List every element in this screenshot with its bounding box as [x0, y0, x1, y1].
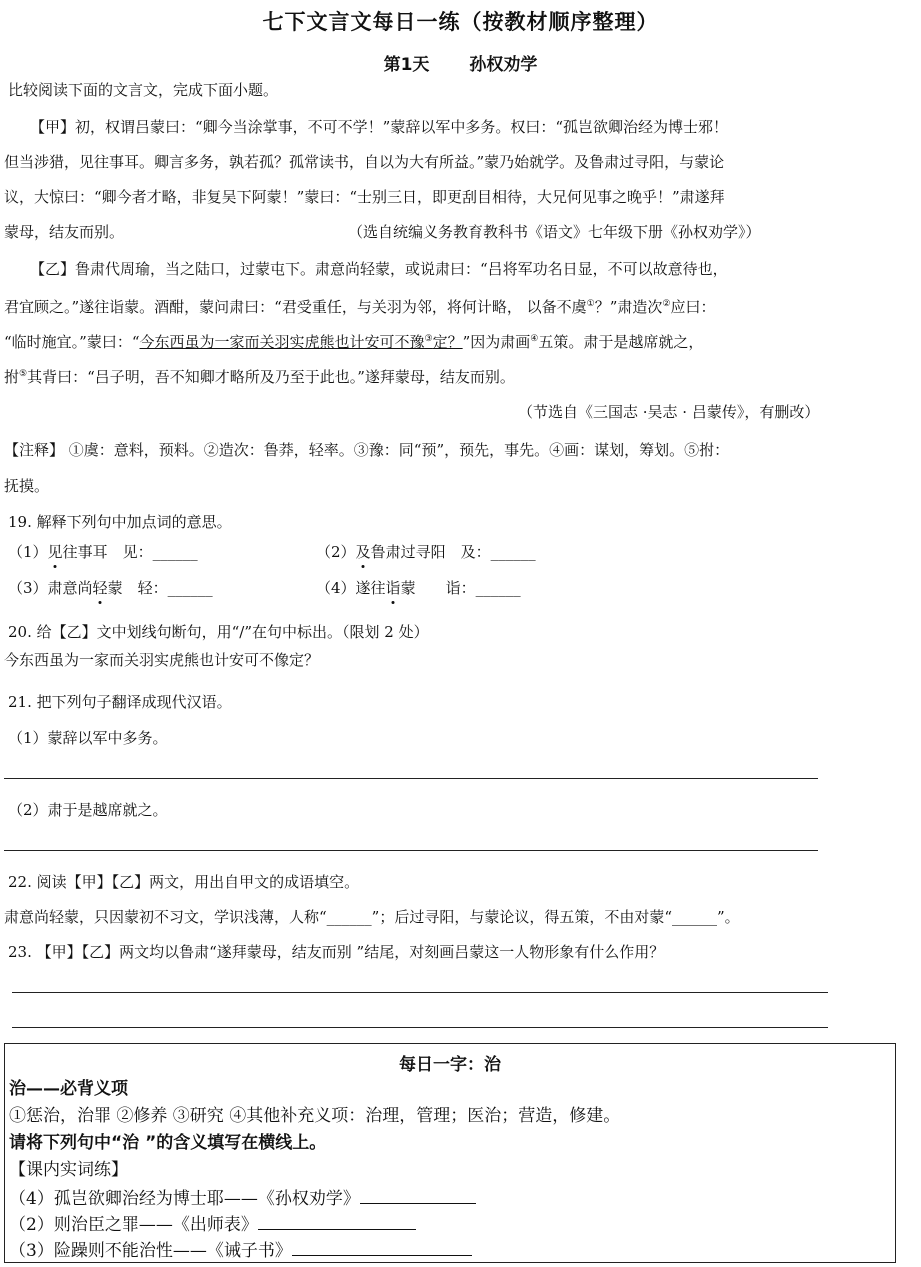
- q19-item-1: [8, 542, 198, 562]
- q19-item-4: [316, 578, 521, 598]
- note-ref-5: ⑤: [19, 369, 28, 379]
- passage-jia-line-4: 蒙母，结友而别。: [4, 223, 125, 241]
- q19-item-1-dotted-word: 见: [47, 543, 63, 561]
- note-ref-3: ③: [424, 334, 433, 344]
- passage-yi-line-2-end: 应曰：: [670, 298, 716, 316]
- q19-item-3-dotted-word: 轻: [92, 579, 108, 597]
- underlined-sentence-end: 定？: [432, 333, 463, 351]
- passage-yi-line-3: [4, 329, 703, 352]
- word-box-heading: 治——必背义项: [9, 1079, 128, 1099]
- day-label: 第1天: [383, 55, 430, 75]
- q19-item-2-dotted-word: 及: [355, 543, 371, 561]
- passage-yi-line-1: 【乙】鲁肃代周瑜，当之陆口，过蒙屯下。肃意尚轻蒙，或说肃曰：“吕将军功名日显，不可以故意待也，: [30, 260, 728, 278]
- passage-yi-source: （节选自《三国志 ·吴志 · 吕蒙传》，有删改）: [518, 403, 820, 421]
- passage-jia-line-1: 【甲】初，权谓吕蒙曰：“卿今当涂掌事，不可不学！”蒙辞以军中多务。权曰：“孤岂欲卿治经为博士邪！: [30, 118, 729, 136]
- passage-jia-source: （选自统编义务教育教科书《语文》七年级下册《孙权劝学》）: [348, 223, 761, 241]
- word-box-instruction: 请将下列句中“治 ”的含义填写在横线上。: [9, 1133, 327, 1153]
- q20-stem: 20. 给【乙】文中划线句断句，用“/”在句中标出。（限划 2 处）: [8, 623, 429, 641]
- q19-item-4-dotted-word: 诣: [385, 579, 401, 597]
- word-box-item-3: [9, 1239, 472, 1262]
- q22-stem: 22. 阅读【甲】【乙】两文，用出自甲文的成语填空。: [8, 873, 360, 891]
- passage-yi-line-2-text: 君宜顾之。”遂往诣蒙。酒酣，蒙问肃曰：“君受重任，与关羽为邻，将何计略， 以备不虞: [4, 298, 587, 316]
- word-box-blank-2[interactable]: [258, 1213, 416, 1230]
- q19-item-1-post: 往事耳 见：______: [62, 543, 198, 561]
- lesson-label: 孙权劝学: [469, 55, 538, 75]
- underlined-sentence-text: 今东西虽为一家而关羽实虎熊也计安可不豫: [139, 333, 425, 351]
- word-box-item-1-text: （4）孤岂欲卿治经为博士耶——《孙权劝学》: [9, 1189, 360, 1209]
- underlined-sentence: [140, 333, 463, 351]
- page-subtitle: [0, 50, 921, 75]
- passage-yi-line-4: [4, 364, 515, 387]
- passage-jia-line-3: 议，大惊曰：“卿今者才略，非复吴下阿蒙！”蒙曰：“士别三日，即更刮目相待，大兄何见事之晚乎！”肃遂拜: [4, 188, 725, 206]
- q21-item-1: （1）蒙辞以军中多务。: [8, 729, 168, 747]
- word-box-item-2-text: （2）则治臣之罪——《出师表》: [9, 1215, 258, 1235]
- word-of-day-box: [4, 1043, 896, 1263]
- passage-yi-line-3-a: “临时施宜。”蒙曰：“: [4, 333, 140, 351]
- word-box-meanings: ①惩治，治罪 ②修养 ③研究 ④其他补充义项：治理，管理；医治；营造，修建。: [9, 1106, 621, 1126]
- word-box-section: 【课内实词练】: [9, 1160, 128, 1180]
- q21-stem: 21. 把下列句子翻译成现代汉语。: [8, 693, 232, 711]
- notes-line-2: 抚摸。: [4, 477, 50, 495]
- q23-answer-line-1[interactable]: [12, 992, 828, 993]
- word-box-item-3-text: （3）险躁则不能治性——《诫子书》: [9, 1241, 292, 1261]
- q19-item-4-post: 蒙 诣：______: [400, 579, 521, 597]
- q19-item-2-pre: （2）: [316, 543, 356, 561]
- page-title: 七下文言文每日一练（按教材顺序整理）: [262, 10, 659, 34]
- word-box-blank-1[interactable]: [360, 1187, 476, 1204]
- q19-item-3-post: 蒙 轻：______: [107, 579, 213, 597]
- q19-item-3-pre: （3）肃意尚: [8, 579, 93, 597]
- q20-sentence: 今东西虽为一家而关羽实虎熊也计安可不像定？: [4, 651, 320, 669]
- passage-jia-line-2: 但当涉猎，见往事耳。卿言多务，孰若孤？孤常读书，自以为大有所益。”蒙乃始就学。及鲁肃过寻阳，与蒙论: [4, 153, 725, 171]
- passage-yi-line-3-b: ”因为肃画: [462, 333, 531, 351]
- q23-answer-line-2[interactable]: [12, 1027, 828, 1028]
- note-ref-2: ②: [662, 299, 671, 309]
- q21-answer-line-1[interactable]: [4, 778, 818, 779]
- q19-stem: 19. 解释下列句中加点词的意思。: [8, 513, 232, 531]
- passage-yi-line-4-a: 拊: [4, 368, 20, 386]
- q19-item-3: [8, 578, 213, 598]
- q21-answer-line-2[interactable]: [4, 850, 818, 851]
- notes-line-1: 【注释】 ①虞：意料，预料。②造次：鲁莽，轻率。③豫：同“预”，预先，事先。④画：谋划，筹划。⑤拊：: [4, 441, 730, 459]
- q21-item-2: （2）肃于是越席就之。: [8, 801, 168, 819]
- note-ref-4: ④: [530, 334, 539, 344]
- q22-text: 肃意尚轻蒙，只因蒙初不习文，学识浅薄，人称“______”；后过寻阳，与蒙论议，得五策，不由对蒙“______”。: [4, 908, 740, 926]
- q23-stem: 23. 【甲】【乙】两文均以鲁肃“遂拜蒙母，结友而别 ”结尾，对刻画吕蒙这一人物形象有什么作用？: [8, 943, 665, 961]
- word-box-title: 每日一字：治: [399, 1055, 501, 1075]
- q19-item-1-pre: （1）: [8, 543, 48, 561]
- passage-yi-line-2-after: ？”肃造次: [594, 298, 663, 316]
- word-box-item-1: [9, 1187, 476, 1210]
- q19-item-2: [316, 542, 536, 562]
- word-box-item-2: [9, 1213, 416, 1236]
- note-ref-1: ①: [586, 299, 595, 309]
- word-box-blank-3[interactable]: [292, 1239, 472, 1256]
- passage-yi-line-4-b: 其背曰：“吕子明，吾不知卿才略所及乃至于此也。”遂拜蒙母，结友而别。: [27, 368, 515, 386]
- q19-item-2-post: 鲁肃过寻阳 及：______: [370, 543, 536, 561]
- passage-yi-line-2: [4, 294, 715, 317]
- intro-text: 比较阅读下面的文言文，完成下面小题。: [8, 81, 279, 99]
- passage-yi-line-3-c: 五策。肃于是越席就之，: [538, 333, 704, 351]
- q19-item-4-pre: （4）遂往: [316, 579, 386, 597]
